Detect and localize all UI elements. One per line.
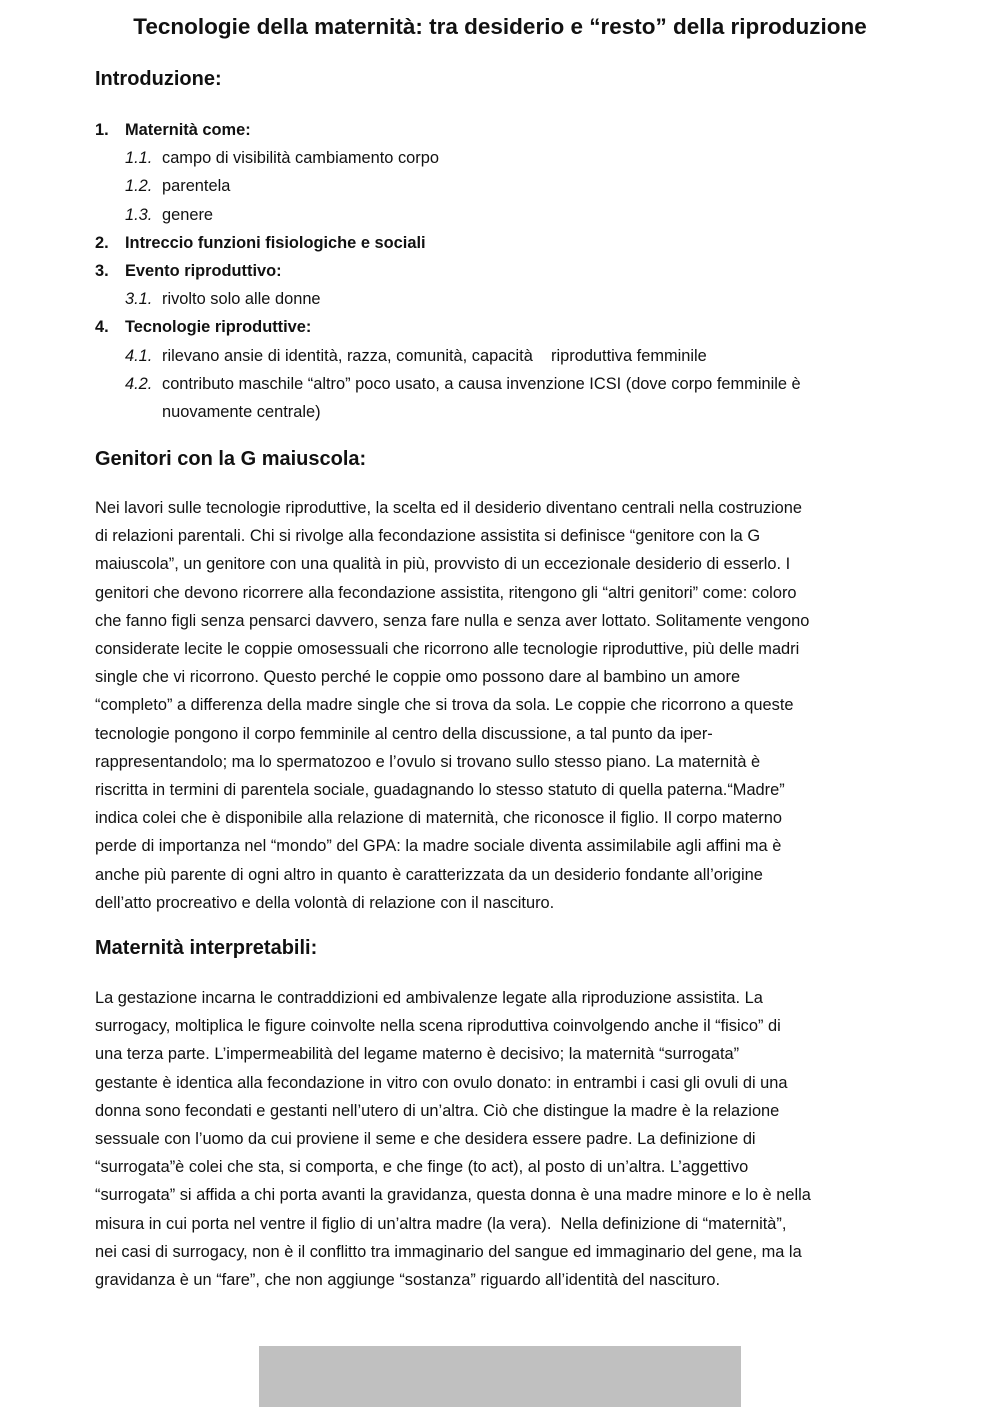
paragraph-line: indica colei che è disponibile alla relazione di maternità, che riconosce il figlio. Il corpo materno: [95, 809, 782, 828]
list-item-text: genere: [162, 205, 214, 224]
paragraph-line: di relazioni parentali. Chi si rivolge alla fecondazione assistita si definisce “genitore con la G: [95, 527, 761, 546]
list-item: [95, 201, 915, 229]
section-heading-genitori: Genitori con la G maiuscola:: [95, 448, 367, 470]
list-item-text: campo di visibilità cambiamento corpo: [162, 149, 439, 168]
paragraph-line: gravidanza è un “fare”, che non aggiunge “sostanza” riguardo all’identità del nascituro.: [95, 1271, 721, 1290]
paragraph-line: genitori che devono ricorrere alla fecondazione assistita, ritengono gli “altri genitori” come: coloro: [95, 583, 797, 602]
list-item-text: Tecnologie riproduttive:: [125, 318, 312, 337]
paragraph-line: “surrogata” si affida a chi porta avanti la gravidanza, questa donna è una madre minore e lo è nella: [95, 1186, 811, 1205]
paragraph-line: “surrogata”è colei che sta, si comporta, e che finge (to act), al posto di un’altra. L’aggettivo: [95, 1158, 749, 1177]
paragraph-line: anche più parente di ogni altro in quanto è caratterizzata da un desiderio fondante all’origine: [95, 865, 763, 884]
paragraph-line: surrogacy, moltiplica le figure coinvolte nella scena riproduttiva coinvolgendo anche il “fisico” di: [95, 1017, 781, 1036]
paragraph-line: misura in cui porta nel ventre il figlio di un’altra madre (la vera). Nella definizione di “maternità”,: [95, 1214, 787, 1233]
list-item-number: 1.1.: [125, 149, 153, 168]
paragraph-line: perde di importanza nel “mondo” del GPA: la madre sociale diventa assimilabile agli affini ma è: [95, 837, 782, 856]
list-item-number: 1.2.: [125, 177, 153, 196]
list-item: [95, 116, 915, 144]
list-item: [95, 342, 915, 370]
paragraph-line: rappresentandolo; ma lo spermatozoo e l’ovulo si trovano sullo stesso piano. La maternità è: [95, 752, 761, 771]
list-item-text: Intreccio funzioni fisiologiche e sociali: [125, 233, 426, 252]
paragraph-line: La gestazione incarna le contraddizioni ed ambivalenze legate alla riproduzione assistita. La: [95, 989, 763, 1007]
list-item-text-continued: nuovamente centrale): [162, 403, 321, 422]
list-item-number: 2.: [95, 233, 109, 252]
list-item-text: Maternità come:: [125, 121, 251, 139]
list-item-text: rivolto solo alle donne: [162, 290, 321, 309]
paragraph-line: riscritta in termini di parentela sociale, guadagnando lo stesso statuto di quella paterna.“Madre”: [95, 781, 785, 800]
list-item-number: 4.1.: [125, 346, 153, 365]
paragraph-line: nei casi di surrogacy, non è il conflitto tra immaginario del sangue ed immaginario del gene, ma la: [95, 1242, 802, 1261]
paragraph-maternita: [95, 984, 915, 1294]
paragraph-line: dell’atto procreativo e della volontà di relazione con il nascituro.: [95, 893, 555, 912]
paragraph-line: sessuale con l’uomo da cui proviene il seme e che desidera essere padre. La definizione di: [95, 1130, 756, 1149]
intro-list: [95, 116, 915, 426]
paragraph-line: tecnologie pongono il corpo femminile al centro della discussione, a tal punto da iper-: [95, 724, 713, 743]
document-title: Tecnologie della maternità: tra desiderio e “resto” della riproduzione: [133, 14, 867, 39]
list-item-number: 4.: [95, 318, 109, 337]
list-item-number: 3.1.: [125, 290, 153, 309]
paragraph-line: che fanno figli senza pensarci davvero, senza fare nulla e senza aver lottato. Solitamente vengono: [95, 611, 810, 630]
list-item-text: rilevano ansie di identità, razza, comunità, capacità riproduttiva femminile: [162, 346, 707, 365]
footer-placeholder-box: [259, 1346, 741, 1407]
paragraph-line: single che vi ricorrono. Questo perché le coppie omo possono dare al bambino un amore: [95, 668, 741, 687]
paragraph-line: una terza parte. L’impermeabilità del legame materno è decisivo; la maternità “surrogata”: [95, 1045, 740, 1064]
paragraph-line: Nei lavori sulle tecnologie riproduttive, la scelta ed il desiderio diventano centrali nella costruzione: [95, 499, 803, 517]
paragraph-line: “completo” a differenza della madre single che si trova da sola. Le coppie che ricorrono a queste: [95, 696, 794, 715]
list-item: [95, 285, 915, 313]
list-item: [95, 229, 915, 257]
paragraph-line: donna sono fecondati e gestanti nell’utero di un’altra. Ciò che distingue la madre è la relazione: [95, 1101, 780, 1120]
list-item: [95, 144, 915, 172]
list-item: [95, 172, 915, 200]
list-item-number: 1.3.: [125, 205, 153, 224]
list-item-number: 4.2.: [125, 374, 153, 393]
list-item-text: contributo maschile “altro” poco usato, a causa invenzione ICSI (dove corpo femminile è: [162, 374, 801, 393]
list-item-number: 1.: [95, 121, 109, 139]
paragraph-genitori: [95, 494, 915, 917]
list-item: [95, 370, 915, 426]
paragraph-line: maiuscola”, un genitore con una qualità in più, provvisto di un eccezionale desiderio di esserlo. I: [95, 555, 791, 574]
section-heading-maternita: Maternità interpretabili:: [95, 937, 318, 959]
paragraph-line: gestante è identica alla fecondazione in vitro con ovulo donato: in entrambi i casi gli ovuli di una: [95, 1073, 788, 1092]
list-item: [95, 313, 915, 341]
list-item: [95, 257, 915, 285]
list-item-number: 3.: [95, 262, 109, 281]
list-item-text: Evento riproduttivo:: [125, 262, 282, 281]
section-heading-introduzione: Introduzione:: [95, 68, 222, 90]
paragraph-line: considerate lecite le coppie omosessuali che ricorrono alle tecnologie riproduttive, più delle madri: [95, 640, 800, 659]
list-item-text: parentela: [162, 177, 231, 196]
